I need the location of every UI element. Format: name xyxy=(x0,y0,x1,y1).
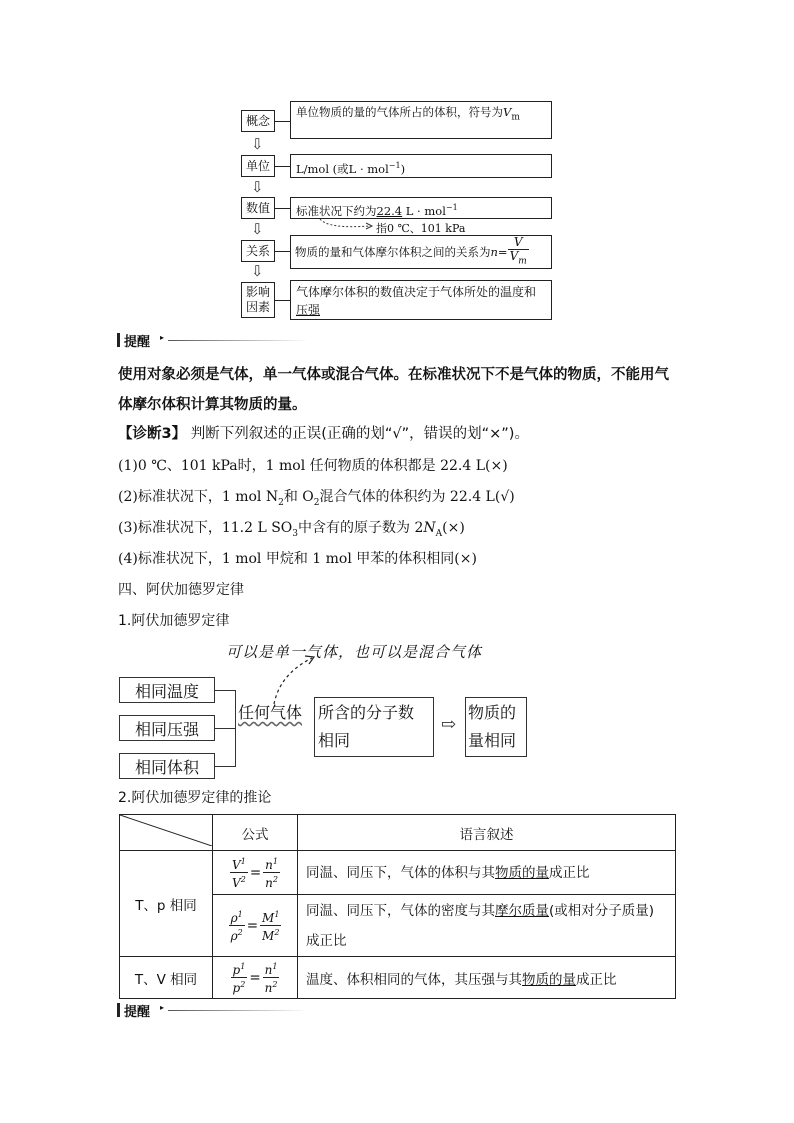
statement-cell: 同温、同压下，气体的体积与其物质的量成正比 xyxy=(298,851,676,895)
handwritten-note: 可以是单一气体，也可以是混合气体 xyxy=(226,643,483,661)
diagnosis-item-2: (2)标准状况下，1 mol $N_2$和 $O_2$混合气体的体积约为 22.4 L(√) xyxy=(118,489,515,508)
tip-marker xyxy=(117,1003,120,1017)
chart-text-unit: L/mol (或L · mol$^{-1}$) xyxy=(290,154,552,178)
bracket-line xyxy=(215,728,235,729)
formula-cell: $\frac{p^1}{p^2}$ = $\frac{n^1}{n^2}$ xyxy=(213,957,298,999)
relation-formula: $\frac{V}{V_m}$ xyxy=(509,234,527,267)
subsection-title-1: 1.阿伏加德罗定律 xyxy=(118,613,230,629)
down-arrow-icon: ⇩ xyxy=(251,135,264,153)
chart-text-concept: 单位物质的量的气体所占的体积，符号为$V_m$ xyxy=(290,101,552,139)
formula-cell: $\frac{V^1}{V^2}$ = $\frac{n^1}{n^2}$ xyxy=(213,851,298,895)
bracket-line xyxy=(215,766,235,767)
row-group-tp: T、p 相同 xyxy=(120,851,213,957)
diagnosis-item-4: (4)标准状况下，1 mol 甲烷和 1 mol 甲苯的体积相同(×) xyxy=(118,551,477,567)
down-arrow-icon: ⇩ xyxy=(251,262,264,280)
chart-text-factors: 气体摩尔体积的数值决定于气体所处的温度和压强 xyxy=(290,280,552,320)
chart-label-value: 数值 xyxy=(241,197,275,219)
bracket-line xyxy=(215,690,235,691)
amount-box: 物质的 量相同 xyxy=(465,697,527,757)
dashed-arrow xyxy=(318,218,378,232)
table-row xyxy=(120,851,676,895)
tip-arrow-icon: ▸ xyxy=(160,1003,165,1012)
right-arrow-icon: ⇨ xyxy=(441,714,457,735)
diagnosis-heading: 【诊断3】 判断下列叙述的正误(正确的划“√”，错误的划“×”)。 xyxy=(118,426,529,442)
row-group-tv: T、V 相同 xyxy=(120,957,213,999)
subsection-title-2: 2.阿伏加德罗定律的推论 xyxy=(118,790,272,806)
condition-temperature: 相同温度 xyxy=(119,677,215,703)
chart-label-factors: 影响 因素 xyxy=(241,282,275,318)
connector-line xyxy=(275,208,290,209)
section-title: 四、阿伏加德罗定律 xyxy=(118,582,244,598)
connector-line xyxy=(275,166,290,167)
down-arrow-icon: ⇩ xyxy=(251,220,264,238)
chart-text-relation: 物质的量和气体摩尔体积之间的关系为 n = $\frac{V}{V_m}$ xyxy=(290,235,552,269)
chart-label-relation: 关系 xyxy=(241,240,275,262)
table-row xyxy=(120,957,676,999)
tip-text: 使用对象必须是气体，单一气体或混合气体。在标准状况下不是气体的物质，不能用气体摩尔体积计算其物质的量。 xyxy=(118,367,669,413)
tip-label: 提醒 xyxy=(124,335,151,350)
condition-volume: 相同体积 xyxy=(119,753,215,779)
table-corner-cell xyxy=(120,815,213,851)
connector-line xyxy=(275,251,290,252)
tip-arrow-icon: ▸ xyxy=(160,333,165,342)
connector-line xyxy=(275,121,290,122)
table-header-statement: 语言叙述 xyxy=(298,815,676,851)
down-arrow-icon: ⇩ xyxy=(251,178,264,196)
statement-cell: 温度、体积相同的气体，其压强与其物质的量成正比 xyxy=(298,957,676,999)
tip-marker xyxy=(117,333,120,347)
statement-cell: 同温、同压下，气体的密度与其摩尔质量(或相对分子质量)成正比 xyxy=(298,895,676,957)
chart-label-unit: 单位 xyxy=(241,155,275,177)
tip-divider xyxy=(168,340,308,341)
tip-label: 提醒 xyxy=(124,1005,151,1020)
bracket-line xyxy=(235,690,236,767)
connector-line xyxy=(275,300,290,301)
condition-pressure: 相同压强 xyxy=(119,715,215,741)
inference-table xyxy=(119,814,676,999)
table-header-formula: 公式 xyxy=(213,815,298,851)
chart-note: 指0 ℃、101 kPa xyxy=(376,222,466,235)
diagonal-line xyxy=(120,815,212,846)
chart-label-concept: 概念 xyxy=(241,110,275,132)
formula-cell: $\frac{\rho^1}{\rho^2}$ = $\frac{M^1}{M^2}$ xyxy=(213,895,298,957)
chart-text-value: 标准状况下约为22.4 L · mol$^{-1}$ xyxy=(290,197,552,219)
tip-divider xyxy=(168,1010,308,1011)
diagnosis-item-1: (1)0 ℃、101 kPa时，1 mol 任何物质的体积都是 22.4 L(×) xyxy=(118,458,508,474)
any-gas-label: 任何气体 xyxy=(238,703,303,722)
diagnosis-item-3: (3)标准状况下，11.2 L $SO_3$中含有的原子数为 $2N_A(\times)$ xyxy=(118,520,465,539)
molecules-box: 所含的分子数 相同 xyxy=(314,697,434,757)
